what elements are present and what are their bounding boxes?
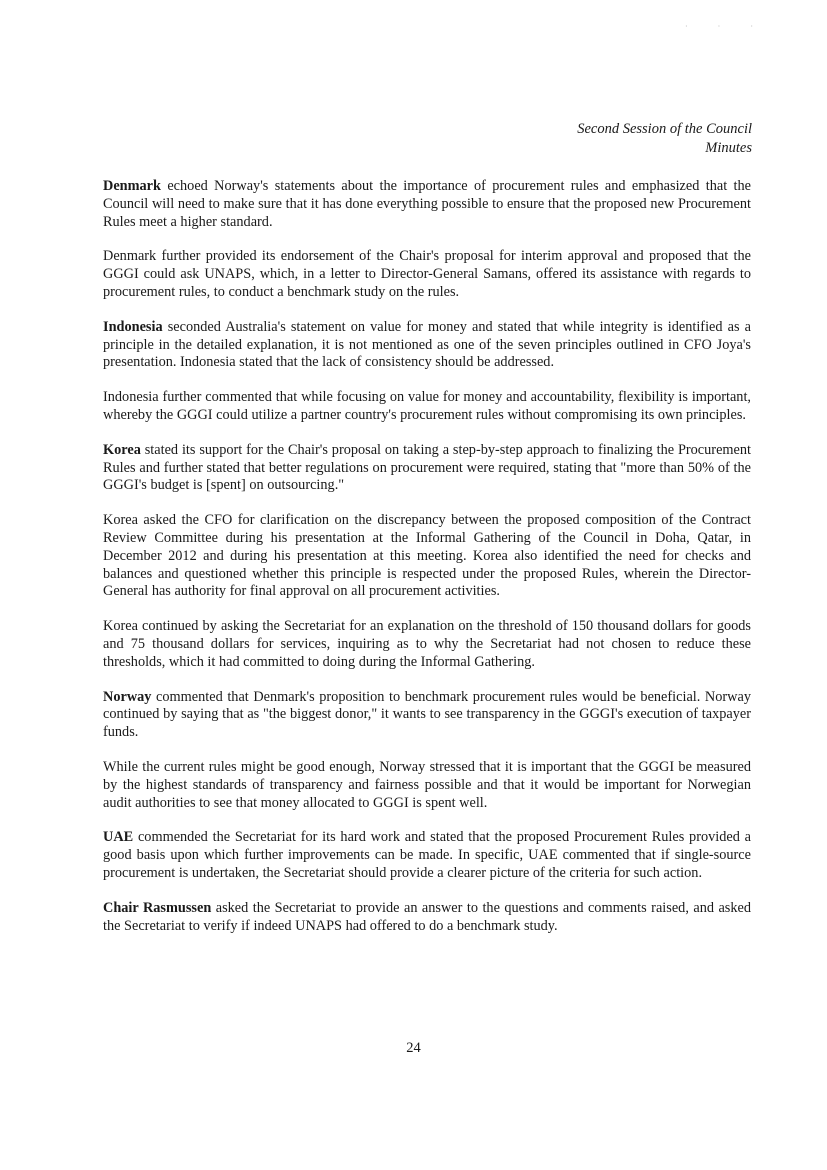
speaker-name: Denmark — [103, 178, 161, 194]
speaker-name: Chair Rasmussen — [103, 899, 212, 916]
paragraph — [103, 829, 751, 882]
speaker-name: Korea — [103, 441, 141, 458]
page-number: 24 — [406, 1040, 421, 1056]
paragraph-text: Indonesia further commented that while focusing on value for money and accountability, flexibility is important, whereby the GGGI could utilize a partner country's procurement rules without compromising its own principles. — [103, 389, 751, 423]
speaker-name: UAE — [103, 829, 134, 846]
scan-artifact-marks: · · · — [685, 22, 767, 31]
paragraph — [103, 442, 751, 495]
paragraph — [103, 178, 751, 231]
minutes-body — [103, 178, 751, 952]
paragraph-text: Denmark further provided its endorsement of the Chair's proposal for interim approval and proposed that the GGGI could ask UNAPS, which, in a letter to Director-General Samans, offered its assistance with regards to procurement rules, to conduct a benchmark study on the rules. — [103, 248, 751, 300]
header-session-title: Second Session of the Council — [577, 121, 752, 137]
page-header — [577, 120, 752, 158]
paragraph — [103, 512, 751, 601]
paragraph — [103, 389, 751, 425]
paragraph-text: asked the Secretariat to provide an answer to the questions and comments raised, and asked the Secretariat to verify if indeed UNAPS had offered to do a benchmark study. — [103, 899, 752, 934]
paragraph-text: seconded Australia's statement on value for money and stated that while integrity is identified as a principle in the detailed explanation, it is not mentioned as one of the seven principles outlined in CFO Joya's presentation. Indonesia stated that the lack of consistency should be addressed. — [103, 318, 751, 371]
speaker-name: Indonesia — [103, 318, 163, 335]
paragraph-text: echoed Norway's statements about the importance of procurement rules and emphasized that the Council will need to make sure that it has done everything possible to ensure that the proposed new Procurement Rules meet a higher standard. — [103, 178, 751, 230]
paragraph — [103, 689, 751, 742]
header-minutes-label: Minutes — [705, 140, 752, 156]
paragraph-text: While the current rules might be good enough, Norway stressed that it is important that the GGGI be measured by the highest standards of transparency and fairness possible and that it would be important for Norwegian audit authorities to see that money allocated to GGGI is spent well. — [103, 758, 751, 811]
speaker-name: Norway — [103, 688, 152, 705]
paragraph — [103, 618, 751, 671]
paragraph-text: Korea asked the CFO for clarification on the discrepancy between the proposed composition of the Contract Review Committee during his presentation at the Informal Gathering of the Council in Doha, Qatar, in December 2012 and during his presentation at this meeting. Korea also identified the need for checks and balances and questioned whether this principle is respected under the proposed Rules, wherein the Director-General has authority for final approval on all procurement activities. — [103, 512, 751, 600]
paragraph — [103, 900, 751, 936]
paragraph-text: commended the Secretariat for its hard work and stated that the proposed Procurement Rules provided a good basis upon which further improvements can be made. In specific, UAE commented that if single-source procurement is undertaken, the Secretariat should provide a clearer picture of the criteria for such action. — [103, 829, 751, 881]
paragraph — [103, 248, 751, 301]
paragraph — [103, 319, 751, 372]
paragraph-text: stated its support for the Chair's proposal on taking a step-by-step approach to finalizing the Procurement Rules and further stated that better regulations on procurement were required, stating that "more than 50% of the GGGI's budget is [spent] on outsourcing." — [103, 441, 751, 494]
paragraph — [103, 759, 751, 812]
paragraph-text: commented that Denmark's proposition to benchmark procurement rules would be beneficial. Norway continued by saying that as "the biggest donor," it wants to see transparency in the GGGI's execution of taxpayer funds. — [103, 688, 751, 741]
paragraph-text: Korea continued by asking the Secretariat for an explanation on the threshold of 150 thousand dollars for goods and 75 thousand dollars for services, inquiring as to why the Secretariat had not chosen to reduce these thresholds, which it had committed to doing during the Informal Gathering. — [103, 618, 751, 670]
